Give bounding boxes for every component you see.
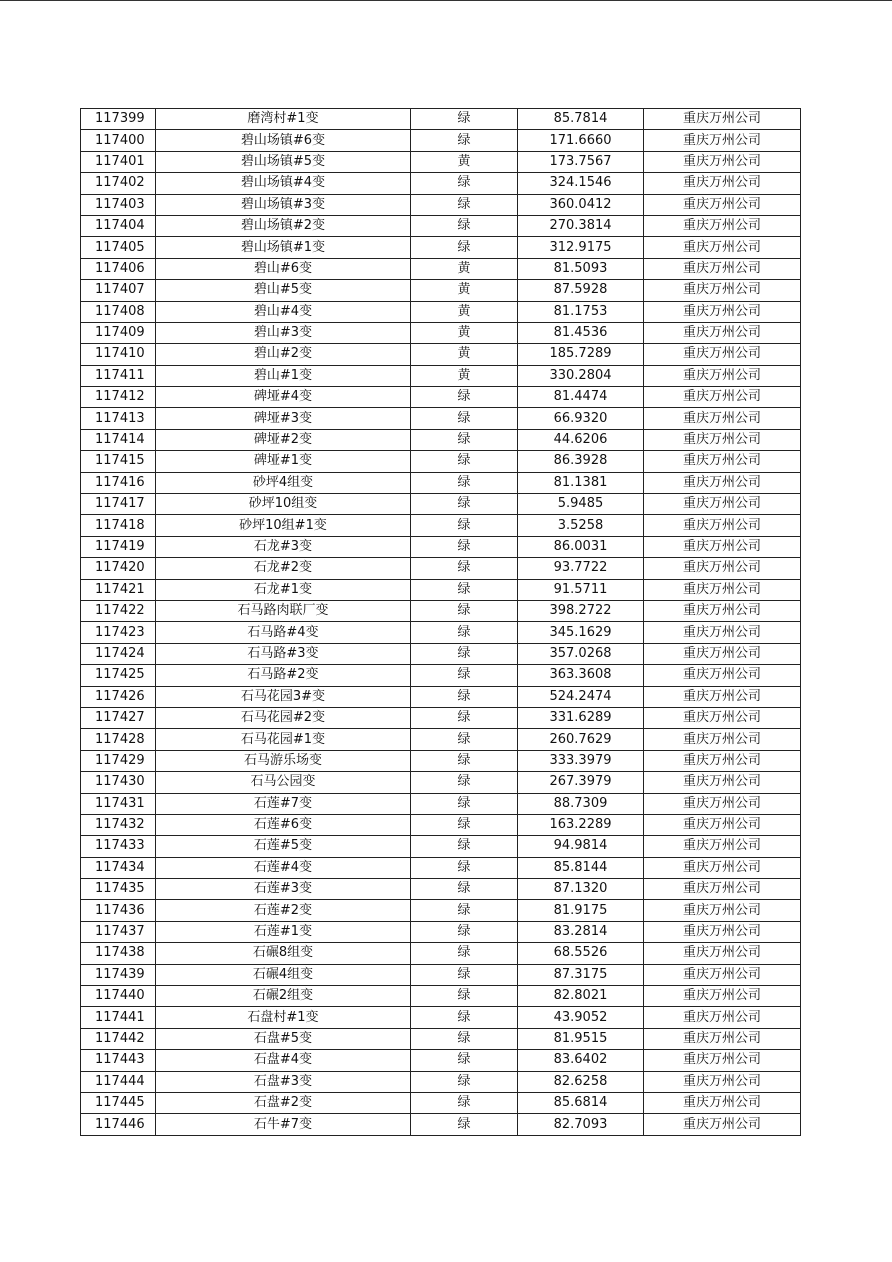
- cell-name: 石莲#1变: [156, 921, 411, 942]
- cell-value: 81.4474: [518, 387, 644, 408]
- cell-name: 石龙#3变: [156, 536, 411, 557]
- table-row: [81, 408, 801, 429]
- table-row: [81, 280, 801, 301]
- cell-value: 185.7289: [518, 344, 644, 365]
- cell-id: 117410: [81, 344, 156, 365]
- table-row: [81, 964, 801, 985]
- cell-id: 117408: [81, 301, 156, 322]
- cell-value: 87.1320: [518, 879, 644, 900]
- table-row: [81, 322, 801, 343]
- cell-value: 85.6814: [518, 1092, 644, 1113]
- cell-name: 碑垭#2变: [156, 429, 411, 450]
- cell-id: 117436: [81, 900, 156, 921]
- cell-name: 石马花园#1变: [156, 729, 411, 750]
- table-row: [81, 729, 801, 750]
- cell-status: 绿: [411, 408, 518, 429]
- cell-id: 117429: [81, 750, 156, 771]
- cell-name: 石碾8组变: [156, 943, 411, 964]
- cell-status: 黄: [411, 258, 518, 279]
- cell-status: 绿: [411, 964, 518, 985]
- cell-id: 117413: [81, 408, 156, 429]
- cell-id: 117401: [81, 151, 156, 172]
- cell-id: 117420: [81, 558, 156, 579]
- cell-name: 石龙#2变: [156, 558, 411, 579]
- table-row: [81, 515, 801, 536]
- cell-value: 86.3928: [518, 451, 644, 472]
- cell-status: 黄: [411, 280, 518, 301]
- cell-name: 碧山场镇#3变: [156, 194, 411, 215]
- table-row: [81, 793, 801, 814]
- table-row: [81, 215, 801, 236]
- cell-value: 83.2814: [518, 921, 644, 942]
- cell-value: 85.7814: [518, 109, 644, 130]
- cell-company: 重庆万州公司: [644, 408, 801, 429]
- cell-company: 重庆万州公司: [644, 1092, 801, 1113]
- cell-value: 43.9052: [518, 1007, 644, 1028]
- cell-value: 94.9814: [518, 836, 644, 857]
- cell-status: 绿: [411, 1007, 518, 1028]
- cell-status: 绿: [411, 986, 518, 1007]
- table-row: [81, 622, 801, 643]
- cell-value: 86.0031: [518, 536, 644, 557]
- table-row: [81, 707, 801, 728]
- cell-id: 117441: [81, 1007, 156, 1028]
- cell-name: 碧山#1变: [156, 365, 411, 386]
- table-row: [81, 194, 801, 215]
- table-row: [81, 1007, 801, 1028]
- cell-name: 石马游乐场变: [156, 750, 411, 771]
- cell-id: 117428: [81, 729, 156, 750]
- cell-id: 117409: [81, 322, 156, 343]
- cell-value: 81.9175: [518, 900, 644, 921]
- cell-value: 82.8021: [518, 986, 644, 1007]
- cell-value: 333.3979: [518, 750, 644, 771]
- cell-company: 重庆万州公司: [644, 130, 801, 151]
- cell-id: 117402: [81, 173, 156, 194]
- cell-status: 绿: [411, 814, 518, 835]
- cell-status: 绿: [411, 943, 518, 964]
- cell-status: 绿: [411, 600, 518, 621]
- cell-status: 绿: [411, 707, 518, 728]
- table-row: [81, 879, 801, 900]
- cell-name: 磨湾村#1变: [156, 109, 411, 130]
- cell-status: 绿: [411, 1114, 518, 1135]
- cell-company: 重庆万州公司: [644, 579, 801, 600]
- cell-status: 绿: [411, 686, 518, 707]
- cell-name: 碧山#5变: [156, 280, 411, 301]
- cell-value: 330.2804: [518, 365, 644, 386]
- cell-company: 重庆万州公司: [644, 558, 801, 579]
- cell-status: 绿: [411, 194, 518, 215]
- table-row: [81, 1071, 801, 1092]
- cell-status: 绿: [411, 900, 518, 921]
- cell-value: 312.9175: [518, 237, 644, 258]
- cell-name: 碧山#6变: [156, 258, 411, 279]
- table-row: [81, 258, 801, 279]
- table-row: [81, 301, 801, 322]
- cell-id: 117430: [81, 772, 156, 793]
- cell-name: 石马路#3变: [156, 643, 411, 664]
- cell-company: 重庆万州公司: [644, 344, 801, 365]
- cell-company: 重庆万州公司: [644, 1050, 801, 1071]
- cell-id: 117440: [81, 986, 156, 1007]
- cell-id: 117438: [81, 943, 156, 964]
- table-row: [81, 1028, 801, 1049]
- cell-value: 524.2474: [518, 686, 644, 707]
- cell-value: 398.2722: [518, 600, 644, 621]
- cell-status: 绿: [411, 451, 518, 472]
- cell-id: 117443: [81, 1050, 156, 1071]
- cell-name: 碧山场镇#5变: [156, 151, 411, 172]
- cell-company: 重庆万州公司: [644, 964, 801, 985]
- cell-company: 重庆万州公司: [644, 215, 801, 236]
- cell-name: 碧山场镇#6变: [156, 130, 411, 151]
- table-row: [81, 921, 801, 942]
- cell-name: 砂坪10组#1变: [156, 515, 411, 536]
- cell-name: 碧山#2变: [156, 344, 411, 365]
- table-row: [81, 814, 801, 835]
- cell-name: 碑垭#1变: [156, 451, 411, 472]
- cell-name: 石马路#4变: [156, 622, 411, 643]
- cell-company: 重庆万州公司: [644, 387, 801, 408]
- cell-name: 碑垭#3变: [156, 408, 411, 429]
- table-row: [81, 365, 801, 386]
- cell-id: 117435: [81, 879, 156, 900]
- cell-value: 331.6289: [518, 707, 644, 728]
- cell-value: 3.5258: [518, 515, 644, 536]
- table-row: [81, 643, 801, 664]
- table-row: [81, 536, 801, 557]
- table-row: [81, 579, 801, 600]
- cell-company: 重庆万州公司: [644, 793, 801, 814]
- cell-value: 68.5526: [518, 943, 644, 964]
- table-row: [81, 900, 801, 921]
- cell-status: 绿: [411, 1092, 518, 1113]
- cell-value: 81.5093: [518, 258, 644, 279]
- cell-status: 绿: [411, 1050, 518, 1071]
- cell-company: 重庆万州公司: [644, 536, 801, 557]
- cell-name: 石马花园#2变: [156, 707, 411, 728]
- cell-value: 82.7093: [518, 1114, 644, 1135]
- cell-company: 重庆万州公司: [644, 1114, 801, 1135]
- cell-name: 石莲#6变: [156, 814, 411, 835]
- cell-company: 重庆万州公司: [644, 1071, 801, 1092]
- cell-id: 117407: [81, 280, 156, 301]
- cell-name: 石马公园变: [156, 772, 411, 793]
- cell-value: 83.6402: [518, 1050, 644, 1071]
- cell-name: 碧山场镇#2变: [156, 215, 411, 236]
- cell-value: 163.2289: [518, 814, 644, 835]
- cell-company: 重庆万州公司: [644, 237, 801, 258]
- cell-company: 重庆万州公司: [644, 109, 801, 130]
- cell-company: 重庆万州公司: [644, 750, 801, 771]
- cell-name: 石莲#5变: [156, 836, 411, 857]
- cell-id: 117431: [81, 793, 156, 814]
- cell-company: 重庆万州公司: [644, 301, 801, 322]
- cell-id: 117399: [81, 109, 156, 130]
- cell-company: 重庆万州公司: [644, 258, 801, 279]
- cell-status: 绿: [411, 536, 518, 557]
- cell-name: 石盘#5变: [156, 1028, 411, 1049]
- cell-id: 117425: [81, 665, 156, 686]
- cell-id: 117404: [81, 215, 156, 236]
- table-row: [81, 857, 801, 878]
- cell-company: 重庆万州公司: [644, 494, 801, 515]
- cell-name: 石盘#4变: [156, 1050, 411, 1071]
- cell-id: 117414: [81, 429, 156, 450]
- cell-status: 绿: [411, 1071, 518, 1092]
- cell-id: 117411: [81, 365, 156, 386]
- cell-status: 绿: [411, 558, 518, 579]
- cell-status: 绿: [411, 130, 518, 151]
- cell-name: 石莲#4变: [156, 857, 411, 878]
- cell-name: 石马花园3#变: [156, 686, 411, 707]
- cell-id: 117444: [81, 1071, 156, 1092]
- cell-id: 117412: [81, 387, 156, 408]
- cell-status: 绿: [411, 515, 518, 536]
- cell-id: 117439: [81, 964, 156, 985]
- cell-company: 重庆万州公司: [644, 429, 801, 450]
- cell-company: 重庆万州公司: [644, 472, 801, 493]
- cell-company: 重庆万州公司: [644, 836, 801, 857]
- cell-status: 黄: [411, 151, 518, 172]
- cell-status: 黄: [411, 365, 518, 386]
- cell-id: 117432: [81, 814, 156, 835]
- cell-status: 绿: [411, 772, 518, 793]
- cell-status: 绿: [411, 622, 518, 643]
- cell-name: 石碾2组变: [156, 986, 411, 1007]
- table-row: [81, 130, 801, 151]
- cell-value: 267.3979: [518, 772, 644, 793]
- cell-company: 重庆万州公司: [644, 365, 801, 386]
- cell-id: 117421: [81, 579, 156, 600]
- cell-company: 重庆万州公司: [644, 173, 801, 194]
- document-page: [0, 1, 892, 1262]
- cell-value: 363.3608: [518, 665, 644, 686]
- table-row: [81, 429, 801, 450]
- cell-id: 117423: [81, 622, 156, 643]
- cell-company: 重庆万州公司: [644, 686, 801, 707]
- cell-company: 重庆万州公司: [644, 772, 801, 793]
- cell-company: 重庆万州公司: [644, 194, 801, 215]
- cell-status: 绿: [411, 1028, 518, 1049]
- table-row: [81, 151, 801, 172]
- cell-company: 重庆万州公司: [644, 943, 801, 964]
- cell-status: 绿: [411, 857, 518, 878]
- cell-value: 66.9320: [518, 408, 644, 429]
- table-row: [81, 772, 801, 793]
- cell-status: 绿: [411, 237, 518, 258]
- cell-value: 270.3814: [518, 215, 644, 236]
- cell-name: 碑垭#4变: [156, 387, 411, 408]
- cell-id: 117416: [81, 472, 156, 493]
- cell-company: 重庆万州公司: [644, 151, 801, 172]
- cell-status: 黄: [411, 301, 518, 322]
- cell-value: 91.5711: [518, 579, 644, 600]
- cell-company: 重庆万州公司: [644, 600, 801, 621]
- cell-name: 石莲#2变: [156, 900, 411, 921]
- cell-value: 81.9515: [518, 1028, 644, 1049]
- cell-id: 117434: [81, 857, 156, 878]
- cell-id: 117424: [81, 643, 156, 664]
- cell-id: 117418: [81, 515, 156, 536]
- table-row: [81, 237, 801, 258]
- table-row: [81, 344, 801, 365]
- cell-name: 石莲#7变: [156, 793, 411, 814]
- cell-name: 石牛#7变: [156, 1114, 411, 1135]
- cell-value: 81.1753: [518, 301, 644, 322]
- cell-status: 绿: [411, 494, 518, 515]
- cell-name: 石盘村#1变: [156, 1007, 411, 1028]
- cell-company: 重庆万州公司: [644, 814, 801, 835]
- cell-status: 绿: [411, 879, 518, 900]
- cell-status: 绿: [411, 109, 518, 130]
- cell-name: 碧山#4变: [156, 301, 411, 322]
- cell-id: 117400: [81, 130, 156, 151]
- cell-id: 117403: [81, 194, 156, 215]
- cell-company: 重庆万州公司: [644, 451, 801, 472]
- cell-status: 绿: [411, 643, 518, 664]
- table-row: [81, 472, 801, 493]
- cell-name: 石盘#3变: [156, 1071, 411, 1092]
- table-row: [81, 943, 801, 964]
- cell-value: 357.0268: [518, 643, 644, 664]
- table-row: [81, 109, 801, 130]
- cell-value: 93.7722: [518, 558, 644, 579]
- table-row: [81, 1114, 801, 1135]
- cell-id: 117437: [81, 921, 156, 942]
- cell-value: 81.4536: [518, 322, 644, 343]
- table-row: [81, 451, 801, 472]
- cell-id: 117417: [81, 494, 156, 515]
- cell-company: 重庆万州公司: [644, 1028, 801, 1049]
- cell-status: 绿: [411, 921, 518, 942]
- cell-status: 绿: [411, 472, 518, 493]
- cell-id: 117446: [81, 1114, 156, 1135]
- cell-status: 绿: [411, 173, 518, 194]
- cell-value: 87.3175: [518, 964, 644, 985]
- cell-company: 重庆万州公司: [644, 1007, 801, 1028]
- table-row: [81, 836, 801, 857]
- cell-name: 石碾4组变: [156, 964, 411, 985]
- cell-value: 171.6660: [518, 130, 644, 151]
- table-row: [81, 750, 801, 771]
- table-row: [81, 986, 801, 1007]
- cell-id: 117442: [81, 1028, 156, 1049]
- cell-company: 重庆万州公司: [644, 643, 801, 664]
- cell-company: 重庆万州公司: [644, 986, 801, 1007]
- cell-status: 绿: [411, 215, 518, 236]
- cell-name: 碧山场镇#4变: [156, 173, 411, 194]
- cell-company: 重庆万州公司: [644, 921, 801, 942]
- cell-name: 石莲#3变: [156, 879, 411, 900]
- cell-company: 重庆万州公司: [644, 729, 801, 750]
- cell-status: 绿: [411, 387, 518, 408]
- transformer-table: [80, 108, 801, 1136]
- cell-name: 石盘#2变: [156, 1092, 411, 1113]
- cell-status: 绿: [411, 750, 518, 771]
- cell-id: 117419: [81, 536, 156, 557]
- cell-id: 117433: [81, 836, 156, 857]
- cell-name: 砂坪4组变: [156, 472, 411, 493]
- cell-id: 117405: [81, 237, 156, 258]
- cell-value: 345.1629: [518, 622, 644, 643]
- cell-status: 绿: [411, 836, 518, 857]
- cell-value: 5.9485: [518, 494, 644, 515]
- cell-id: 117406: [81, 258, 156, 279]
- cell-id: 117426: [81, 686, 156, 707]
- cell-name: 碧山#3变: [156, 322, 411, 343]
- cell-value: 44.6206: [518, 429, 644, 450]
- table-row: [81, 1092, 801, 1113]
- cell-name: 石马路#2变: [156, 665, 411, 686]
- cell-name: 碧山场镇#1变: [156, 237, 411, 258]
- cell-status: 绿: [411, 579, 518, 600]
- cell-id: 117427: [81, 707, 156, 728]
- table-row: [81, 173, 801, 194]
- cell-company: 重庆万州公司: [644, 665, 801, 686]
- table-row: [81, 558, 801, 579]
- cell-company: 重庆万州公司: [644, 280, 801, 301]
- cell-company: 重庆万州公司: [644, 879, 801, 900]
- cell-status: 绿: [411, 665, 518, 686]
- cell-company: 重庆万州公司: [644, 515, 801, 536]
- cell-company: 重庆万州公司: [644, 622, 801, 643]
- cell-id: 117422: [81, 600, 156, 621]
- table-row: [81, 600, 801, 621]
- table-row: [81, 494, 801, 515]
- cell-id: 117445: [81, 1092, 156, 1113]
- cell-value: 87.5928: [518, 280, 644, 301]
- cell-name: 砂坪10组变: [156, 494, 411, 515]
- cell-status: 绿: [411, 793, 518, 814]
- cell-company: 重庆万州公司: [644, 857, 801, 878]
- cell-name: 石龙#1变: [156, 579, 411, 600]
- table-body: [81, 109, 801, 1136]
- cell-value: 324.1546: [518, 173, 644, 194]
- cell-value: 173.7567: [518, 151, 644, 172]
- cell-company: 重庆万州公司: [644, 900, 801, 921]
- cell-value: 85.8144: [518, 857, 644, 878]
- table-row: [81, 665, 801, 686]
- cell-status: 黄: [411, 344, 518, 365]
- cell-value: 360.0412: [518, 194, 644, 215]
- cell-status: 绿: [411, 729, 518, 750]
- cell-value: 81.1381: [518, 472, 644, 493]
- cell-id: 117415: [81, 451, 156, 472]
- table-row: [81, 387, 801, 408]
- cell-name: 石马路肉联厂变: [156, 600, 411, 621]
- table-row: [81, 686, 801, 707]
- cell-company: 重庆万州公司: [644, 707, 801, 728]
- cell-value: 88.7309: [518, 793, 644, 814]
- cell-value: 260.7629: [518, 729, 644, 750]
- cell-status: 绿: [411, 429, 518, 450]
- table-row: [81, 1050, 801, 1071]
- cell-status: 黄: [411, 322, 518, 343]
- cell-value: 82.6258: [518, 1071, 644, 1092]
- cell-company: 重庆万州公司: [644, 322, 801, 343]
